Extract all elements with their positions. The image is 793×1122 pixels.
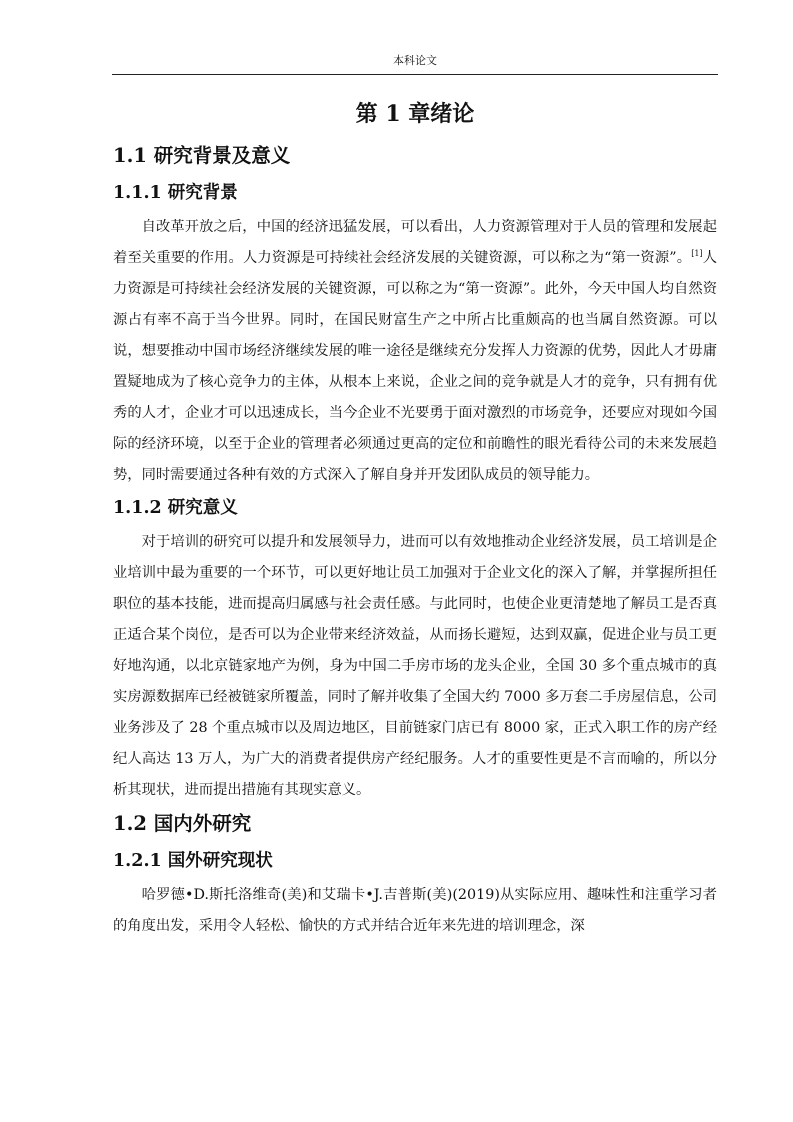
section-heading-1-1-2: 1.1.2 研究意义	[113, 498, 238, 518]
page-body	[113, 96, 717, 944]
chapter-title: 第 1 章绪论	[355, 101, 475, 127]
section-heading-1-2: 1.2 国内外研究	[113, 812, 252, 835]
paragraph-foreign-research: 哈罗德•D.斯托洛维奇(美)和艾瑞卡•J.吉普斯(美)(2019)从实际应用、趣味性和注重学习者的角度出发，采用令人轻松、愉快的方式并结合近年来先进的培训理念，深	[113, 887, 717, 934]
section-heading-1-1-1: 1.1.1 研究背景	[113, 183, 238, 203]
paragraph-research-significance: 对于培训的研究可以提升和发展领导力，进而可以有效地推动企业经济发展，员工培训是企业培训中最为重要的一个环节，可以更好地让员工加强对于企业文化的深入了解，并掌握所担任职位的基本技能，进而提高归属感与社会责任感。与此同时，也使企业更清楚地了解员工是否真正适合某个岗位，是否可以为企业带来经济效益，从而扬长避短，达到双赢，促进企业与员工更好地沟通，以北京链家地产为例，身为中国二手房市场的龙头企业，全国 30 多个重点城市的真实房源数据库已经被链家所覆盖，同时了解并收集了全国大约 7000 多万套二手房屋信息，公司业务涉及了 28 个重点城市以及周边地区，目前链家门店已有 8000 家，正式入职工作的房产经纪人高达 13 万人，为广大的消费者提供房产经纪服务。人才的重要性更是不言而喻的，所以分析其现状，进而提出措施有其现实意义。	[113, 534, 717, 798]
paragraph-text: 自改革开放之后，中国的经济迅猛发展，可以看出，人力资源管理对于人员的管理和发展起着至关重要的作用。人力资源是可持续社会经济发展的关键资源，可以称之为“第一资源”。	[113, 219, 717, 266]
section-heading-1-2-1: 1.2.1 国外研究现状	[113, 851, 273, 871]
citation-mark: [1]	[691, 249, 703, 259]
paragraph-text: 人力资源是可持续社会经济发展的关键资源，可以称之为“第一资源”。此外，今天中国人均自然资源占有率不高于当今世界。同时，在国民财富生产之中所占比重颇高的也当属自然资源。可以说，想要推动中国市场经济继续发展的唯一途径是继续充分发挥人力资源的优势，因此人才毋庸置疑地成为了核心竞争力的主体，从根本上来说，企业之间的竞争就是人才的竞争，只有拥有优秀的人才，企业才可以迅速成长，当今企业不光要勇于面对激烈的市场竞争，还要应对现如今国际的经济环境，以至于企业的管理者必须通过更高的定位和前瞻性的眼光看待公司的未来发展趋势，同时需要通过各种有效的方式深入了解自身并开发团队成员的领导能力。	[113, 250, 717, 483]
running-header: 本科论文	[112, 52, 718, 75]
paragraph-research-background	[113, 212, 717, 491]
section-heading-1-1: 1.1 研究背景及意义	[113, 144, 291, 167]
